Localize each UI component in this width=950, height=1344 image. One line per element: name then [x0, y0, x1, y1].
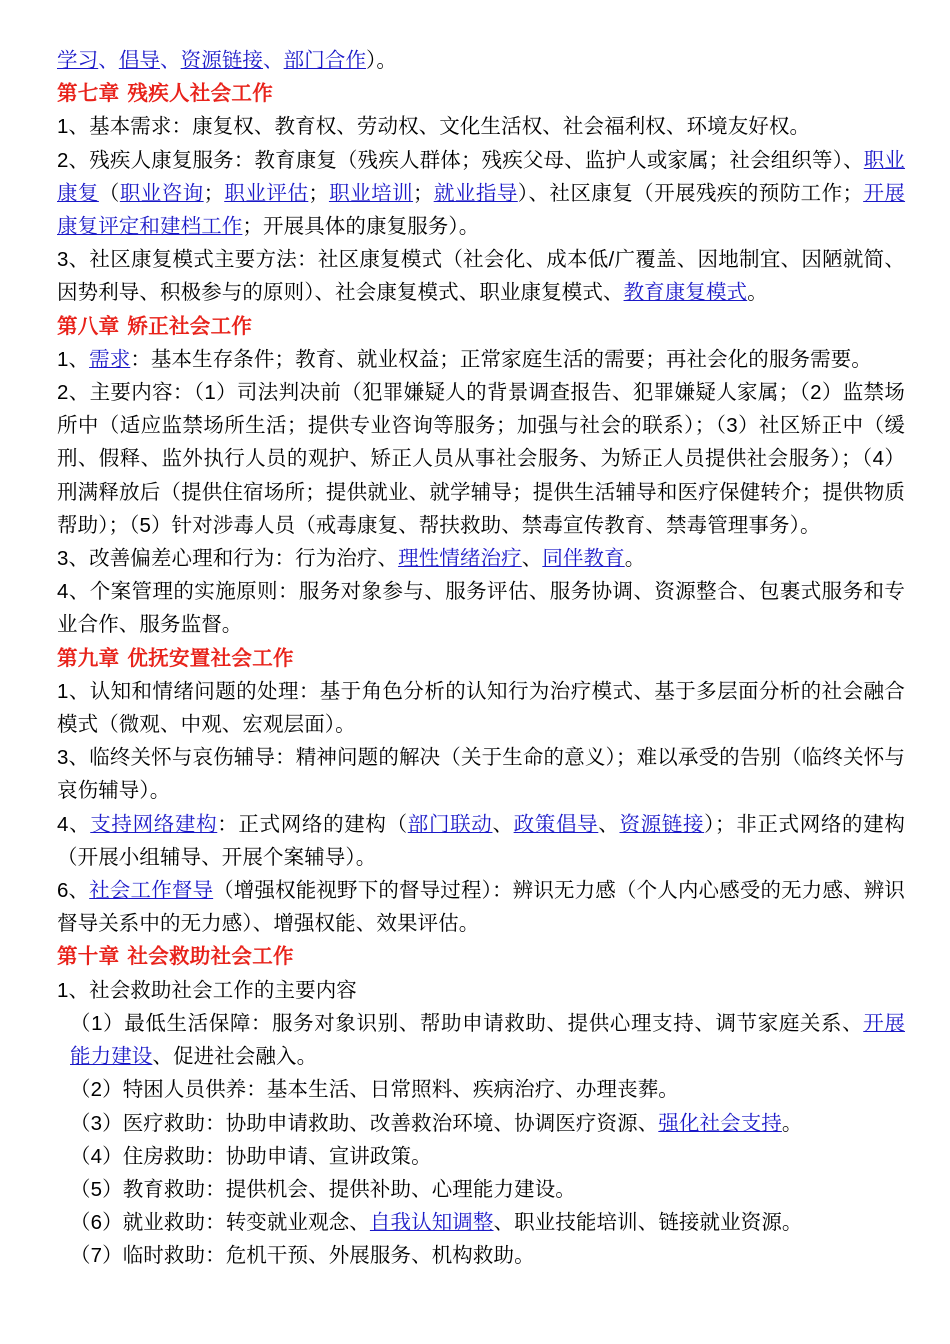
blue-text: 、 [98, 49, 119, 72]
paragraph [57, 542, 905, 575]
hyperlink-text[interactable]: 职业培训 [328, 181, 414, 205]
paragraph [57, 1173, 905, 1206]
paragraph [57, 343, 905, 376]
body-text: 1、认知和情绪问题的处理：基于角色分析的认知行为治疗模式、基于多层面分析的社会融合模式（微观、中观、宏观层面）。 [57, 679, 905, 737]
paragraph [57, 110, 905, 143]
body-text: ； [308, 181, 329, 205]
body-text: 3、临终关怀与哀伤辅导：精神问题的解决（关于生命的意义）；难以承受的告别（临终关怀与哀伤辅导）。 [57, 746, 905, 803]
body-text: 、 [521, 547, 543, 571]
hyperlink-text[interactable]: 教育康复模式 [623, 281, 748, 305]
body-text: 4、个案管理的实施原则：服务对象参与、服务评估、服务协调、资源整合、包裹式服务和专业合作、服务监督。 [57, 580, 905, 637]
paragraph [57, 144, 905, 244]
body-text: ：基本生存条件；教育、就业权益；正常家庭生活的需要；再社会化的服务需要。 [130, 347, 872, 371]
hyperlink-text[interactable]: 开展能力建设 [70, 1011, 905, 1069]
hyperlink-text[interactable]: 强化社会支持 [658, 1111, 782, 1135]
paragraph [57, 1140, 905, 1173]
body-text: （2）特困人员供养：基本生活、日常照料、疾病治疗、办理丧葬。 [70, 1078, 679, 1102]
body-text: ； [413, 181, 434, 205]
paragraph [57, 1073, 905, 1106]
hyperlink-text[interactable]: 社会工作督导 [89, 879, 214, 903]
body-text: （ [98, 181, 120, 205]
hyperlink-text[interactable]: 开展康复评定和建档工作 [57, 181, 906, 239]
body-text: （5）教育救助：提供机会、提供补助、心理能力建设。 [70, 1177, 576, 1201]
body-text: 。 [624, 547, 646, 571]
body-text: ）；非正式网络的建构（开展小组辅导、开展个案辅导）。 [57, 812, 905, 869]
body-text: 、 [492, 812, 514, 836]
body-text: ； [203, 181, 225, 205]
chapter-number: 第十章 [57, 945, 120, 969]
chapter-title: 矫正社会工作 [127, 314, 253, 338]
body-text: 。 [781, 1111, 803, 1135]
body-text: （增强权能视野下的督导过程）：辨识无力感（个人内心感受的无力感、辨识督导关系中的无力感）、增强权能、效果评估。 [57, 879, 905, 936]
hyperlink-text[interactable]: 就业指导 [433, 181, 518, 205]
chapter-title: 社会救助社会工作 [127, 945, 294, 969]
paragraph [57, 243, 905, 309]
chapter-number: 第八章 [57, 314, 120, 338]
hyperlink-text[interactable]: 部门合作 [283, 49, 367, 72]
hyperlink-text[interactable]: 学习 [57, 49, 99, 72]
hyperlink-text[interactable]: 同伴教育 [542, 547, 625, 571]
blue-text: 、 [263, 49, 284, 72]
body-text: ）、社区康复（开展残疾的预防工作； [517, 181, 864, 205]
paragraph [57, 974, 905, 1007]
body-text: 2、主要内容：（1）司法判决前（犯罪嫌疑人的背景调查报告、犯罪嫌疑人家属；（2）监禁场所中（适应监禁场所生活；提供专业咨询等服务；加强与社会的联系）；（3）社区矫正中（缓刑、假释、监外执行人员的观护、矫正人员从事社会服务、为矫正人员提供社会服务）；（4）刑满释放后（提供住宿场所；提供就业、就学辅导；提供生活辅导和医疗保健转介；提供物质帮助）；（5）针对涉毒人员（戒毒康复、帮扶救助、禁毒宣传教育、禁毒管理事务）。 [57, 381, 905, 537]
paragraph [57, 1007, 905, 1073]
body-text: 、促进社会融入。 [152, 1045, 318, 1069]
paragraph [57, 675, 905, 741]
paragraph [57, 741, 905, 807]
body-text: （3）医疗救助：协助申请救助、改善救治环境、协调医疗资源、 [70, 1111, 659, 1135]
body-text: ；开展具体的康复服务）。 [242, 215, 480, 239]
body-text: 4、 [57, 812, 91, 836]
body-text: （7）临时救助：危机干预、外展服务、机构救助。 [70, 1244, 535, 1268]
paragraph [57, 44, 905, 77]
hyperlink-text[interactable]: 理性情绪治疗 [398, 547, 522, 571]
hyperlink-text[interactable]: 自我认知调整 [369, 1211, 494, 1235]
body-text: （1）最低生活保障：服务对象识别、帮助申请救助、提供心理支持、调节家庭关系、 [70, 1011, 864, 1035]
hyperlink-text[interactable]: 资源链接 [619, 812, 705, 836]
blue-text: 、 [160, 49, 181, 72]
hyperlink-text[interactable]: 部门联动 [407, 812, 493, 836]
hyperlink-text[interactable]: 支持网络建构 [90, 812, 218, 836]
body-text: 1、基本需求：康复权、教育权、劳动权、文化生活权、社会福利权、环境友好权。 [57, 115, 811, 139]
hyperlink-text[interactable]: 倡导 [118, 49, 161, 72]
body-text: （4）住房救助：协助申请、宣讲政策。 [70, 1144, 432, 1168]
paragraph [57, 1107, 905, 1140]
chapter-number: 第七章 [57, 82, 120, 106]
chapter-title: 优抚安置社会工作 [127, 646, 294, 670]
chapter-heading [57, 77, 905, 110]
body-text: （6）就业救助：转变就业观念、 [70, 1211, 370, 1235]
body-text: 。 [747, 281, 768, 305]
chapter-heading [57, 642, 905, 675]
paragraph [57, 376, 905, 542]
body-text: 1、 [57, 347, 90, 371]
document-body [57, 44, 905, 1273]
chapter-heading [57, 310, 905, 343]
body-text: 、 [598, 812, 620, 836]
body-text: ）。 [366, 49, 397, 72]
chapter-title: 残疾人社会工作 [127, 82, 274, 106]
body-text: 、职业技能培训、链接就业资源。 [493, 1211, 803, 1235]
hyperlink-text[interactable]: 职业评估 [224, 181, 309, 205]
body-text: 3、社区康复模式主要方法：社区康复模式（社会化、成本低/广覆盖、因地制宜、因陋就简、因势利导、积极参与的原则）、社会康复模式、职业康复模式、 [57, 248, 905, 305]
body-text: 3、改善偏差心理和行为：行为治疗、 [57, 547, 399, 571]
chapter-number: 第九章 [57, 646, 120, 670]
body-text: 6、 [57, 879, 90, 903]
body-text: 2、残疾人康复服务：教育康复（残疾人群体；残疾父母、监护人或家属；社会组织等）、 [57, 148, 864, 172]
hyperlink-text[interactable]: 资源链接 [180, 49, 264, 72]
body-text: ：正式网络的建构（ [217, 812, 408, 836]
paragraph [57, 1206, 905, 1239]
hyperlink-text[interactable]: 政策倡导 [513, 812, 599, 836]
paragraph [57, 1239, 905, 1272]
paragraph [57, 874, 905, 940]
hyperlink-text[interactable]: 需求 [89, 347, 131, 371]
hyperlink-text[interactable]: 职业康复 [57, 148, 906, 205]
chapter-heading [57, 940, 905, 973]
paragraph [57, 808, 905, 874]
paragraph [57, 575, 905, 641]
hyperlink-text[interactable]: 职业咨询 [119, 181, 204, 205]
body-text: 1、社会救助社会工作的主要内容 [57, 978, 357, 1002]
